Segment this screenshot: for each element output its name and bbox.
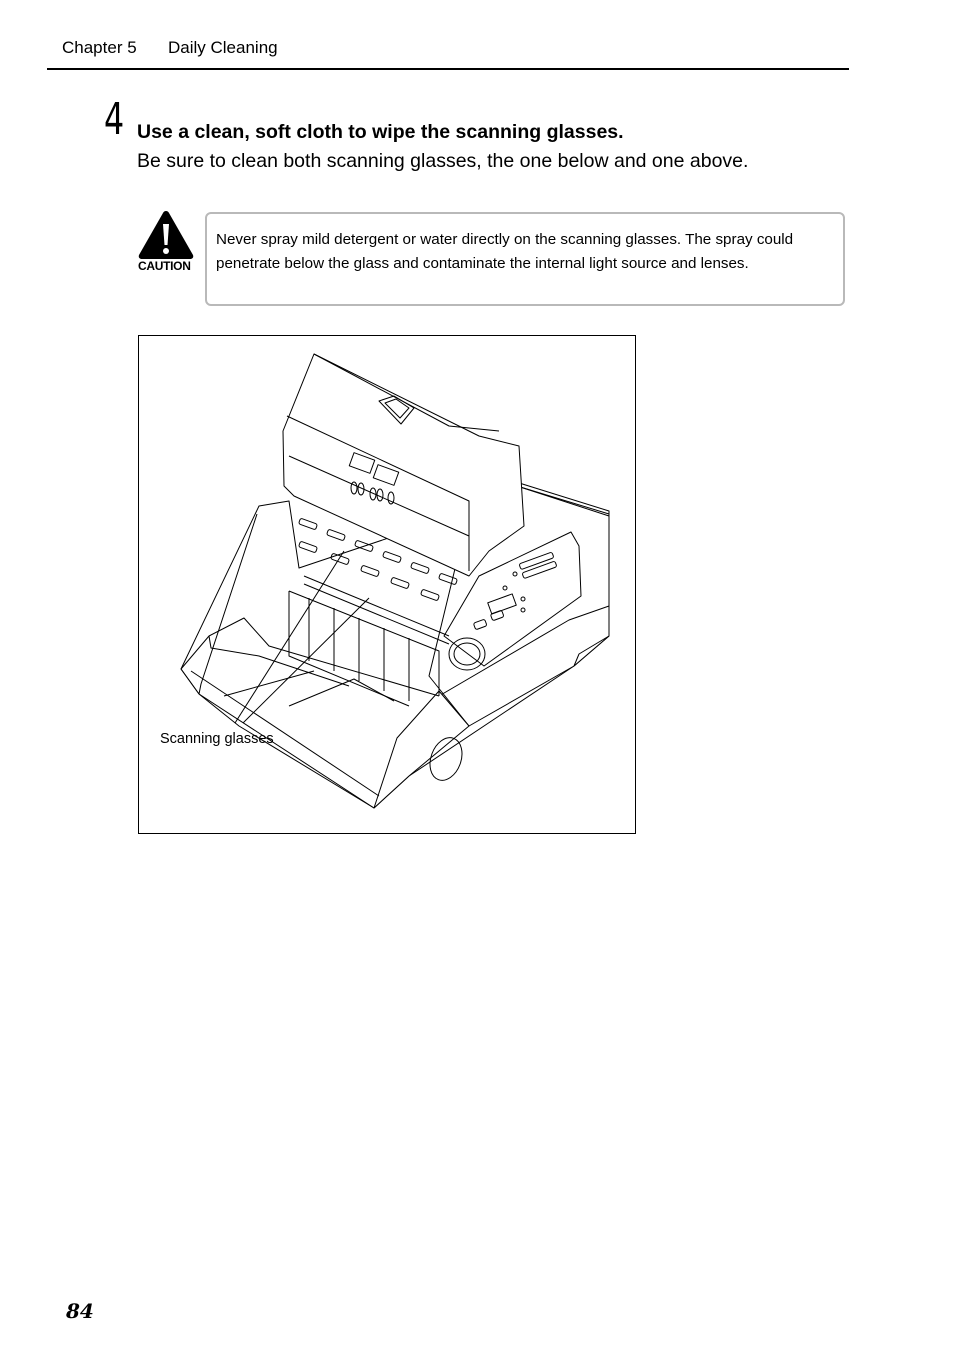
step-title: Use a clean, soft cloth to wipe the scanning glasses. [137, 121, 624, 143]
caution-label: CAUTION [138, 259, 191, 273]
scanner-figure [138, 335, 636, 834]
scanner-illustration [139, 336, 637, 835]
scanning-glasses-callout: Scanning glasses [160, 731, 274, 747]
page-number: 84 [66, 1299, 94, 1323]
step-number: 4 [104, 94, 125, 145]
caution-box [205, 212, 845, 306]
page-header [47, 38, 849, 70]
chapter-label: Chapter 5 [62, 38, 137, 57]
section-title: Daily Cleaning [168, 38, 278, 57]
caution-text: Never spray mild detergent or water directly on the scanning glasses. The spray could penetrate below the glass and contaminate the internal light source and lenses. [216, 231, 794, 272]
step-description: Be sure to clean both scanning glasses, the one below and one above. [137, 150, 749, 172]
